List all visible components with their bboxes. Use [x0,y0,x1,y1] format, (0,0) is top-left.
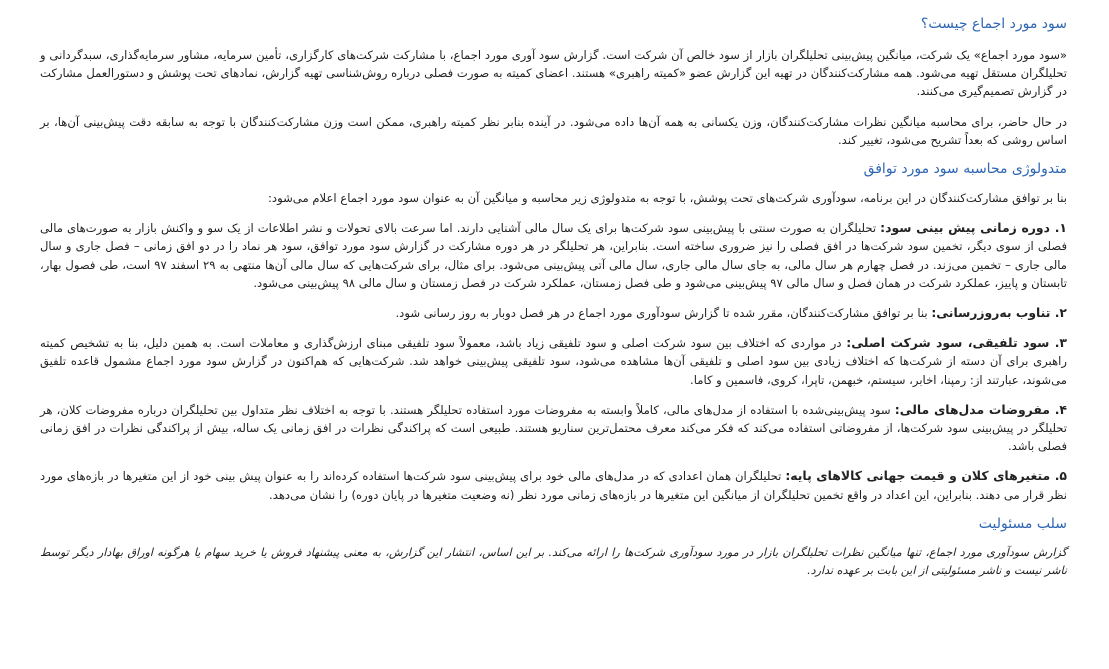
methodology-item-heading: ۵. متغیرهای کلان و قیمت جهانی کالاهای پایه: [785,468,1067,484]
methodology-item-text: تحلیلگران به صورت سنتی با پیش‌بینی سود شرکت‌ها برای یک سال مالی آشنایی دارند. اما سرعت بالای تحولات و نشر اطلاعات از یک سو و واکنش بازار به صورت‌های مالی فصلی از سوی دیگر، تخمین سود شرکت‌ها در افق فصلی را نیز ضروری ساخته است. بنابراین، هر تحلیلگر در هر دوره مشارکت در گزارش سود مورد توافق، سود هر نماد را در دو افق زمانی – فصل جاری و سال مالی جاری – تخمین می‌زند. در فصل چهارم هر سال مالی، به جای سال مالی جاری، سال مالی آتی پیش‌بینی می‌شود. برای مثال، برای شرکت‌هایی که سال مالی آن‌ها منتهی به ۲۹ اسفند ۹۷ است، طی فصول بهار، تابستان و پاییز، عملکرد شرکت در همان فصل و سال مالی ۹۷ پیش‌بینی می‌شود و طی فصل زمستان، عملکرد شرکت در فصل زمستان و سال مالی ۹۸ پیش‌بینی می‌شود. [40,221,1067,290]
methodology-item-text: بنا بر توافق مشارکت‌کنندگان، مقرر شده تا گزارش سودآوری مورد اجماع در هر فصل دوبار به روز رسانی شود. [395,306,932,321]
methodology-item-model-assumptions [40,401,1067,456]
methodology-item-heading: ۴. مفروضات مدل‌های مالی: [894,401,1067,417]
methodology-item-heading: ۳. سود تلفیقی، سود شرکت اصلی: [846,335,1067,351]
methodology-item-text: تحلیلگران همان اعدادی که در مدل‌های مالی خود برای پیش‌بینی سود شرکت‌ها استفاده کرده‌اند را به عنوان پیش بینی خود از این متغیرها در بازه‌های مورد نظر قرار می دهند. بنابراین، این اعداد در واقع تخمین تحلیلگران از میانگین این متغیرها در بازه‌های زمانی مورد نظر (نه وضعیت متغیرها در پایان دوره) را نشان می‌دهد. [40,469,1067,502]
methodology-item-forecast-period [40,219,1067,292]
disclaimer-text: گزارش سودآوری مورد اجماع، تنها میانگین نظرات تحلیلگران بازار در مورد سودآوری شرکت‌ها را ارائه می‌کند. بر این اساس، انتشار این گزارش، به معنی پیشنهاد فروش یا خرید سهام یا هرگونه اوراق بهادار دیگر توسط ناشر نیست و ناشر مسئولیتی از این بابت بر عهده ندارد. [40,545,1067,578]
methodology-item-text: سود پیش‌بینی‌شده با استفاده از مدل‌های مالی، کاملاً وابسته به مفروضات مورد استفاده تحلیلگر هستند. با توجه به اختلاف نظر متداول بین تحلیلگران درباره مفروضات کلان، هر تحلیلگر در پیش‌بینی سود شرکت‌ها، از مفروضاتی استفاده می‌کند که فکر می‌کند معرف محتمل‌ترین سناریو هستند. طبیعی است که پراکندگی نظرات در افق زمانی یک ساله، بیش از پراکندگی نظرات در افق زمانی فصلی باشد. [40,402,1067,454]
methodology-item-update-frequency [40,304,1067,322]
methodology-item-macro-variables [40,467,1067,503]
what-is-paragraph-1: «سود مورد اجماع» یک شرکت، میانگین پیش‌بینی تحلیلگران بازار از سود خالص آن شرکت است. گزارش سود آوری مورد اجماع، با مشارکت شرکت‌های کارگزاری، تأمین سرمایه، مشاور سرمایه‌گذاری، سبدگردانی و تحلیلگران مستقل تهیه می‌شود. همه مشارکت‌کنندگان در تهیه این گزارش عضو «کمیته راهبری» هستند. اعضای کمیته به صورت فصلی درباره روش‌شناسی تهیه گزارش، نمادهای تحت پوشش و دستورالعمل مشارکت در گزارش تصمیم‌گیری می‌کنند. [40,48,1067,99]
methodology-item-consolidated-profit [40,334,1067,389]
methodology-intro: بنا بر توافق مشارکت‌کنندگان در این برنامه، سودآوری شرکت‌های تحت پوشش، با توجه به متدولوژی زیر محاسبه و میانگین آن به عنوان سود مورد اجماع اعلام می‌شود: [268,191,1067,206]
methodology-item-heading: ۲. تناوب به‌روزرسانی: [931,305,1067,321]
methodology-item-heading: ۱. دوره زمانی پیش بینی سود: [880,220,1067,236]
section-title-methodology: متدولوژی محاسبه سود مورد توافق [863,161,1067,178]
section-title-disclaimer: سلب مسئولیت [978,515,1067,532]
what-is-paragraph-2: در حال حاضر، برای محاسبه میانگین نظرات مشارکت‌کنندگان، وزن یکسانی به همه آن‌ها داده می‌شود. در آینده بنابر نظر کمیته راهبری، ممکن است وزن مشارکت‌کنندگان با توجه به سابقه دقت پیش‌بینی آن‌ها، بر اساس روشی که بعداً تشریح می‌شود، تغییر کند. [40,114,1067,147]
section-title-what-is: سود مورد اجماع چیست؟ [920,16,1067,32]
methodology-item-text: در مواردی که اختلاف بین سود شرکت اصلی و سود تلفیقی زیاد باشد، معمولاً سود تلفیقی مبنای ارزش‌گذاری و معاملات است. به همین دلیل، بنا به تشخیص کمیته راهبری برای آن دسته از شرکت‌ها که اختلاف زیادی بین سود اصلی و تلفیقی آن‌ها مشاهده می‌شود، سود تلفیقی پیش‌بینی خواهد شد. شرکت‌هایی که هم‌اکنون در گزارش سود مورد اجماع مشمول قاعده تلفیق می‌شوند، عبارتند از: رمپنا، اخابر، سیستم، خبهمن، تاپرا، کروی، فاسمین و کاما. [40,336,1067,387]
